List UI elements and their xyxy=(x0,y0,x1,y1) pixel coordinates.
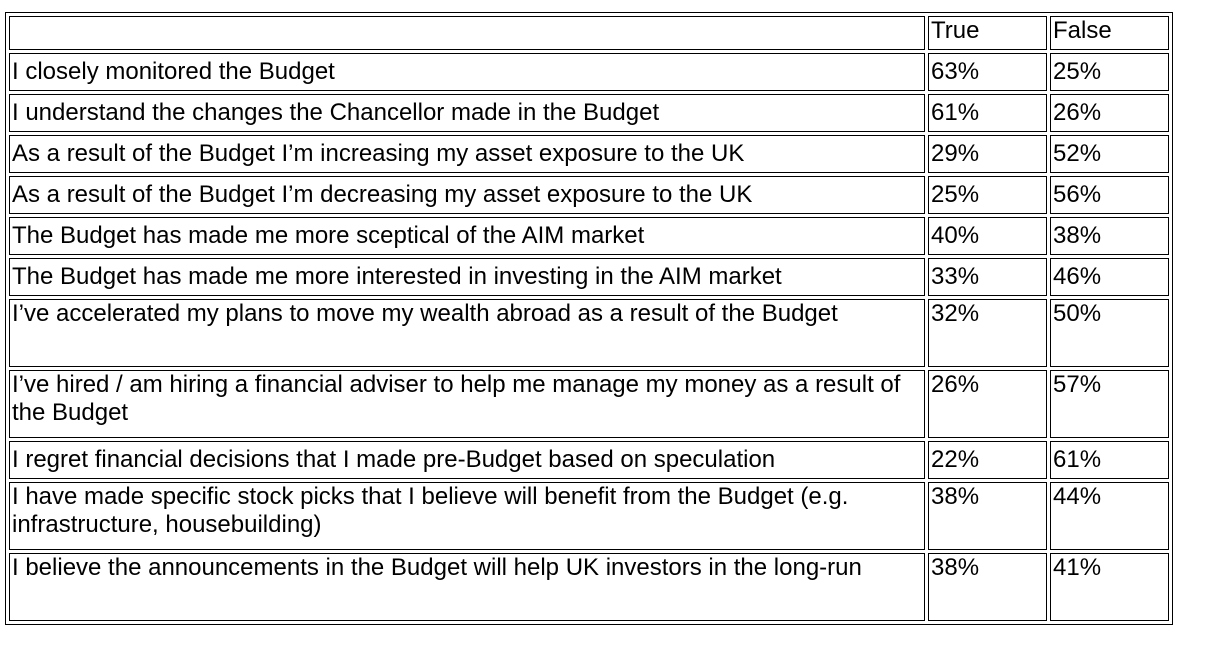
true-value-cell: 22% xyxy=(928,441,1047,479)
table-row xyxy=(9,135,1169,173)
table-row xyxy=(9,217,1169,255)
false-value-cell: 38% xyxy=(1050,217,1169,255)
false-value-cell: 25% xyxy=(1050,53,1169,91)
true-value-cell: 25% xyxy=(928,176,1047,214)
table-header-row xyxy=(9,16,1169,50)
false-value-cell: 46% xyxy=(1050,258,1169,296)
table-row xyxy=(9,299,1169,367)
survey-results-table xyxy=(5,12,1173,625)
table-row xyxy=(9,94,1169,132)
statement-cell: I have made specific stock picks that I believe will benefit from the Budget (e.g. infrastructure, housebuilding) xyxy=(9,482,925,550)
true-value-cell: 61% xyxy=(928,94,1047,132)
false-value-cell: 61% xyxy=(1050,441,1169,479)
false-value-cell: 52% xyxy=(1050,135,1169,173)
false-value-cell: 44% xyxy=(1050,482,1169,550)
statement-cell: I’ve accelerated my plans to move my wealth abroad as a result of the Budget xyxy=(9,299,925,367)
table-row xyxy=(9,441,1169,479)
statement-cell: I understand the changes the Chancellor made in the Budget xyxy=(9,94,925,132)
true-value-cell: 33% xyxy=(928,258,1047,296)
true-value-cell: 26% xyxy=(928,370,1047,438)
statement-cell: I believe the announcements in the Budget will help UK investors in the long-run xyxy=(9,553,925,621)
true-value-cell: 63% xyxy=(928,53,1047,91)
table-row xyxy=(9,553,1169,621)
header-statement-cell xyxy=(9,16,925,50)
table-row xyxy=(9,482,1169,550)
table-row xyxy=(9,258,1169,296)
true-value-cell: 29% xyxy=(928,135,1047,173)
table-row xyxy=(9,53,1169,91)
statement-cell: I closely monitored the Budget xyxy=(9,53,925,91)
table-row xyxy=(9,370,1169,438)
statement-cell: As a result of the Budget I’m decreasing my asset exposure to the UK xyxy=(9,176,925,214)
statement-cell: The Budget has made me more sceptical of the AIM market xyxy=(9,217,925,255)
false-value-cell: 41% xyxy=(1050,553,1169,621)
statement-cell: I’ve hired / am hiring a financial adviser to help me manage my money as a result of the Budget xyxy=(9,370,925,438)
statement-cell: I regret financial decisions that I made pre-Budget based on speculation xyxy=(9,441,925,479)
statement-cell: The Budget has made me more interested in investing in the AIM market xyxy=(9,258,925,296)
true-value-cell: 38% xyxy=(928,553,1047,621)
true-value-cell: 38% xyxy=(928,482,1047,550)
true-value-cell: 40% xyxy=(928,217,1047,255)
table-row xyxy=(9,176,1169,214)
false-value-cell: 56% xyxy=(1050,176,1169,214)
header-false: False xyxy=(1050,16,1169,50)
false-value-cell: 57% xyxy=(1050,370,1169,438)
false-value-cell: 26% xyxy=(1050,94,1169,132)
true-value-cell: 32% xyxy=(928,299,1047,367)
false-value-cell: 50% xyxy=(1050,299,1169,367)
header-true: True xyxy=(928,16,1047,50)
statement-cell: As a result of the Budget I’m increasing my asset exposure to the UK xyxy=(9,135,925,173)
